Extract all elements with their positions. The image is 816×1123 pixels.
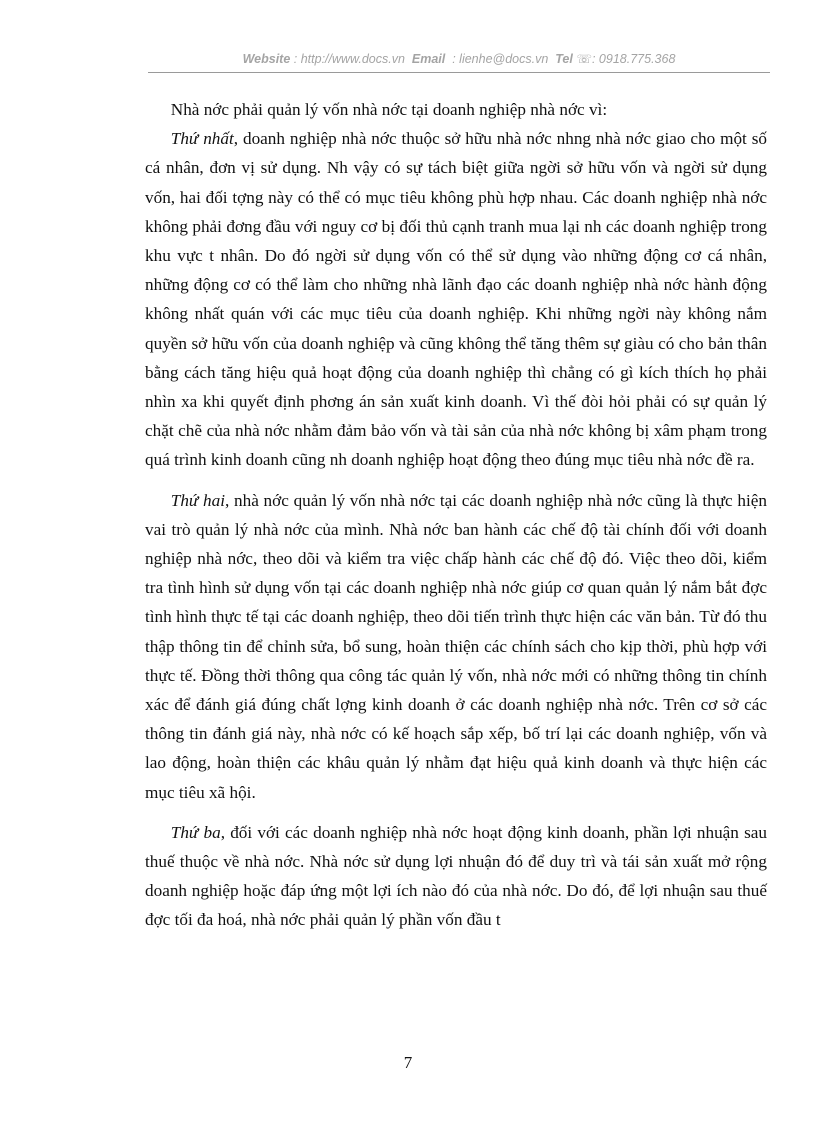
- paragraph-third: [145, 818, 767, 935]
- website-label: Website: [242, 52, 291, 66]
- paragraph-intro-text: Nhà nớc phải quản lý vốn nhà nớc tại doanh nghiệp nhà nớc vì:: [170, 100, 608, 119]
- phone-icon: ☏: [576, 52, 592, 66]
- paragraph-first-lead: Thứ nhất: [170, 129, 234, 149]
- tel-value: : 0918.775.368: [591, 52, 676, 66]
- website-value: : http://www.docs.vn: [293, 52, 405, 66]
- email-value: : lienhe@docs.vn: [452, 52, 549, 66]
- paragraph-third-text: , đối với các doanh nghiệp nhà nớc hoạt động kinh doanh, phần lợi nhuận sau thuế thuộc về nhà nớc. Nhà nớc sử dụng lợi nhuận đó để duy trì và tái sản xuất mở rộng doanh nghiệp hoặc đáp ứng một lợi ích nào đó của nhà nớc. Do đó, để lợi nhuận sau thuế đợc tối đa hoá, nhà nớc phải quản lý phần vốn đầu t: [145, 822, 767, 930]
- email-label: Email: [411, 52, 446, 66]
- paragraph-second-text: , nhà nớc quản lý vốn nhà nớc tại các doanh nghiệp nhà nớc cũng là thực hiện vai trò quản lý nhà nớc của mình. Nhà nớc ban hành các chế độ tài chính đối với doanh nghiệp nhà nớc, theo dõi và kiểm tra việc chấp hành các chế độ đó. Việc theo dõi, kiểm tra tình hình sử dụng vốn tại các doanh nghiệp nhà nớc giúp cơ quan quản lý nắm bắt đợc tình hình thực tế tại các doanh nghiệp, theo dõi tiến trình thực hiện các văn bản. Từ đó thu thập thông tin để chỉnh sửa, bổ sung, hoàn thiện các chính sách cho kịp thời, phù hợp với thực tế. Đồng thời thông qua công tác quản lý vốn, nhà nớc mới có những thông tin chính xác để đánh giá đúng chất lợng kinh doanh ở các doanh nghiệp nhà nớc. Trên cơ sở các thông tin đánh giá này, nhà nớc có kế hoạch sắp xếp, bố trí lại các doanh nghiệp, vốn và lao động, hoàn thiện các khâu quản lý nhằm đạt hiệu quả kinh doanh và thực hiện các mục tiêu xã hội.: [145, 490, 767, 802]
- document-body: [145, 95, 767, 935]
- paragraph-second: [145, 486, 767, 807]
- paragraph-first-text: , doanh nghiệp nhà nớc thuộc sở hữu nhà nớc nhng nhà nớc giao cho một số cá nhân, đơn vị sử dụng. Nh vậy có sự tách biệt giữa ngời sở hữu vốn và ngời sử dụng vốn, hai đối tợng này có thể có mục tiêu không phù hợp nhau. Các doanh nghiệp nhà nớc không phải đơng đầu với nguy cơ bị đối thủ cạnh tranh mua lại nh các doanh nghiệp trong khu vực t nhân. Do đó ngời sử dụng vốn có thể sử dụng vào những động cơ cá nhân, những động cơ có thể làm cho những nhà lãnh đạo các doanh nghiệp nhà nớc hành động không nhất quán với các mục tiêu của doanh nghiệp. Khi những ngời này không nắm quyền sở hữu vốn của doanh nghiệp và cũng không thể tăng thêm sự giàu có cho bản thân bằng cách tăng hiệu quả hoạt động của doanh nghiệp thì chẳng có gì kích thích họ phải nhìn xa khi quyết định phơng án sản xuất kinh doanh. Vì thế đòi hỏi phải có sự quản lý chặt chẽ của nhà nớc nhằm đảm bảo vốn và tài sản của nhà nớc không bị xâm phạm trong quá trình kinh doanh cũng nh doanh nghiệp hoạt động theo đúng mục tiêu nhà nớc đề ra.: [145, 129, 767, 470]
- page-number: 7: [403, 1053, 413, 1072]
- paragraph-first: [145, 124, 767, 474]
- page-header: [148, 50, 770, 73]
- tel-label: Tel: [555, 52, 573, 66]
- paragraph-third-lead: Thứ ba: [170, 822, 221, 842]
- paragraph-intro: [145, 95, 767, 124]
- paragraph-second-lead: Thứ hai: [170, 490, 225, 510]
